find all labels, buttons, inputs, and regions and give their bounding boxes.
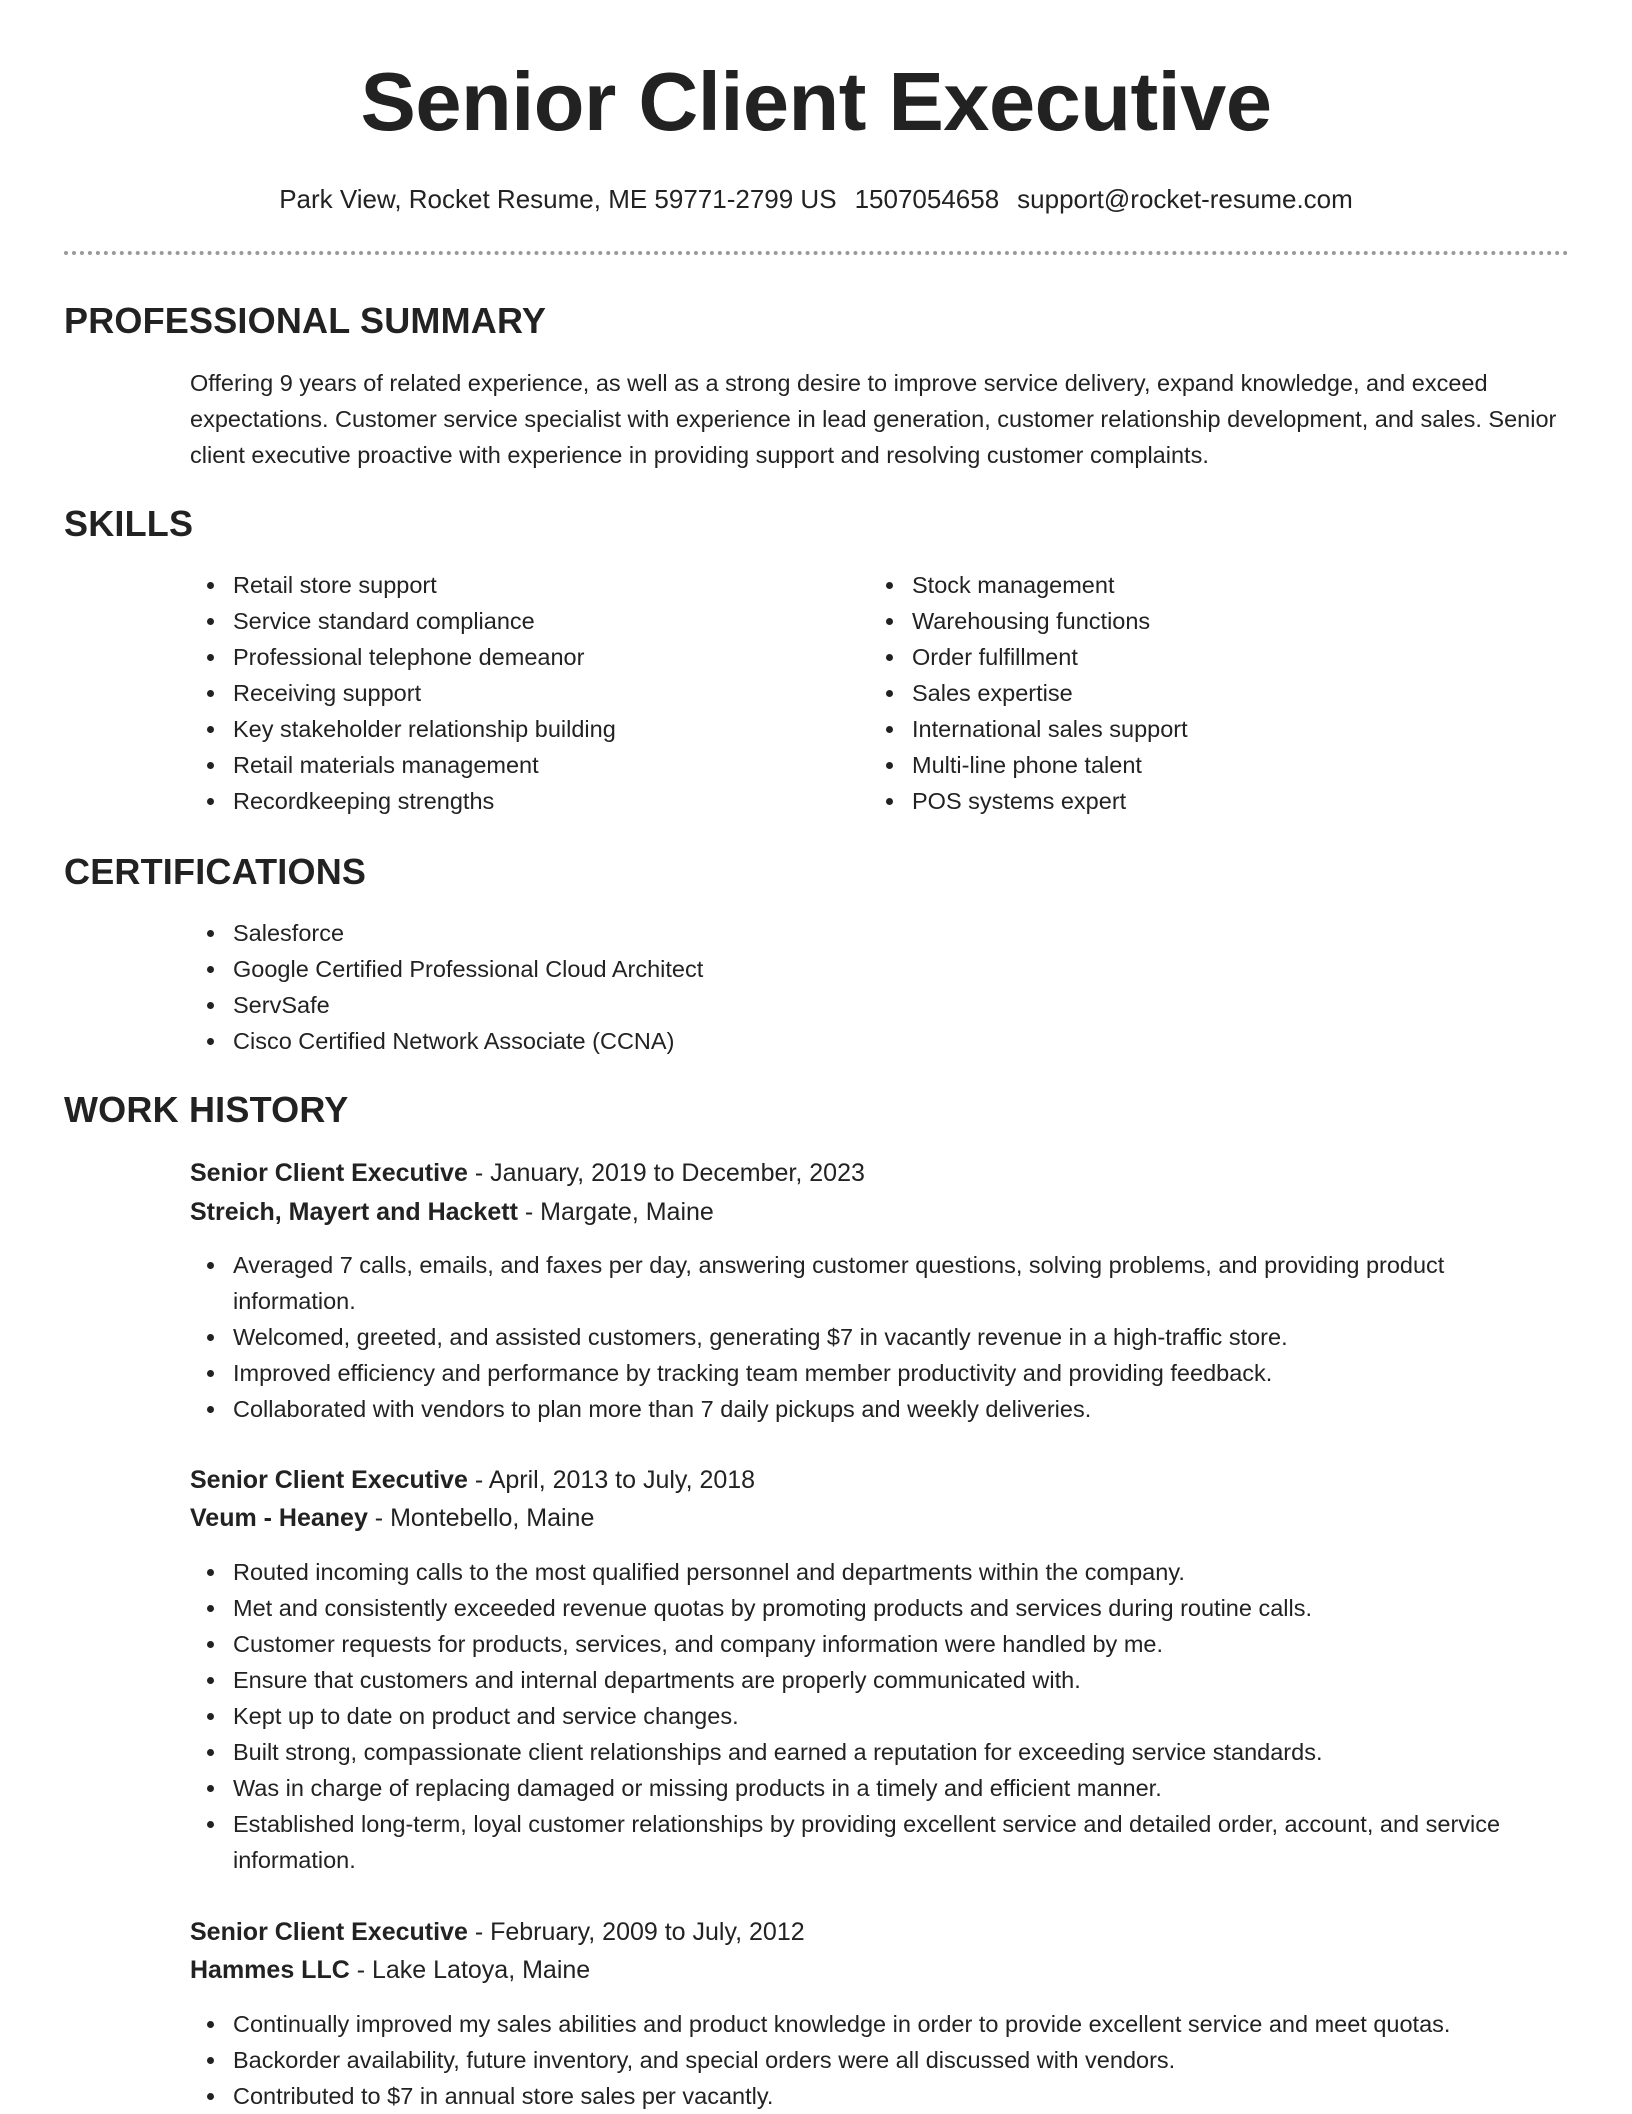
skill-item: POS systems expert [869, 783, 1529, 819]
job-bullet: Built strong, compassionate client relationships and earned a reputation for exceeding service standards. [190, 1734, 1570, 1770]
skill-item: Receiving support [190, 675, 850, 711]
job-dates: - February, 2009 to July, 2012 [467, 1918, 805, 1946]
contact-email: support@rocket-resume.com [1017, 184, 1353, 214]
job-title-line [190, 1913, 805, 1951]
job-bullet: Customer requests for products, services, and company information were handled by me. [190, 1626, 1570, 1662]
job-bullet: Met and consistently exceeded revenue quotas by promoting products and services during routine calls. [190, 1590, 1570, 1626]
skill-item: International sales support [869, 711, 1529, 747]
certification-item: Cisco Certified Network Associate (CCNA) [190, 1023, 1570, 1059]
contact-address: Park View, Rocket Resume, ME 59771-2799 US [279, 184, 837, 214]
section-title-skills: SKILLS [64, 503, 194, 544]
skills-list-right [869, 567, 1529, 819]
job-bullets [190, 2006, 1570, 2114]
job-dates: - April, 2013 to July, 2018 [467, 1466, 756, 1494]
job-title-line [190, 1154, 865, 1192]
job-role: Senior Client Executive [190, 1918, 468, 1946]
job-company-line [190, 1193, 714, 1231]
job-bullets [190, 1554, 1570, 1878]
job-location: - Montebello, Maine [367, 1504, 595, 1532]
job-bullet: Ensure that customers and internal departments are properly communicated with. [190, 1662, 1570, 1698]
skill-item: Warehousing functions [869, 603, 1529, 639]
job-role: Senior Client Executive [190, 1159, 468, 1187]
skill-item: Stock management [869, 567, 1529, 603]
skill-item: Key stakeholder relationship building [190, 711, 850, 747]
summary-text: Offering 9 years of related experience, as well as a strong desire to improve service delivery, expand knowledge, and exceed expectations. Customer service specialist with experience in lead generation, customer relationship development, and sales. Senior client executive proactive with experience in providing support and resolving customer complaints. [190, 370, 1557, 468]
job-bullet: Welcomed, greeted, and assisted customers, generating $7 in vacantly revenue in a high-traffic store. [190, 1319, 1570, 1355]
job-location: - Lake Latoya, Maine [349, 1956, 591, 1984]
skill-item: Sales expertise [869, 675, 1529, 711]
job-bullet: Backorder availability, future inventory, and special orders were all discussed with vendors. [190, 2042, 1570, 2078]
job-bullet: Continually improved my sales abilities and product knowledge in order to provide excellent service and meet quotas. [190, 2006, 1570, 2042]
skill-item: Professional telephone demeanor [190, 639, 850, 675]
job-dates: - January, 2019 to December, 2023 [467, 1159, 865, 1187]
contact-line [0, 180, 1632, 218]
skill-item: Recordkeeping strengths [190, 783, 850, 819]
certification-item: ServSafe [190, 987, 1570, 1023]
job-company: Veum - Heaney [190, 1504, 368, 1532]
skill-item: Multi-line phone talent [869, 747, 1529, 783]
job-bullet: Averaged 7 calls, emails, and faxes per day, answering customer questions, solving problems, and providing product information. [190, 1247, 1570, 1319]
header-divider [64, 251, 1569, 255]
job-role: Senior Client Executive [190, 1466, 468, 1494]
skill-item: Retail store support [190, 567, 850, 603]
job-bullet: Contributed to $7 in annual store sales per vacantly. [190, 2078, 1570, 2114]
job-bullets [190, 1247, 1570, 1427]
job-bullet: Established long-term, loyal customer relationships by providing excellent service and detailed order, account, and service information. [190, 1806, 1570, 1878]
job-title-line [190, 1461, 755, 1499]
skill-item: Order fulfillment [869, 639, 1529, 675]
skills-list-left [190, 567, 850, 819]
skill-item: Service standard compliance [190, 603, 850, 639]
job-location: - Margate, Maine [517, 1198, 714, 1226]
job-bullet: Was in charge of replacing damaged or missing products in a timely and efficient manner. [190, 1770, 1570, 1806]
skill-item: Retail materials management [190, 747, 850, 783]
job-bullet: Kept up to date on product and service changes. [190, 1698, 1570, 1734]
contact-phone: 1507054658 [854, 184, 1000, 214]
resume-name: Senior Client Executive [360, 55, 1272, 148]
job-company: Streich, Mayert and Hackett [190, 1198, 518, 1226]
job-company-line [190, 1499, 594, 1537]
certifications-list [190, 915, 1570, 1059]
job-company: Hammes LLC [190, 1956, 350, 1984]
job-bullet: Collaborated with vendors to plan more than 7 daily pickups and weekly deliveries. [190, 1391, 1570, 1427]
certification-item: Salesforce [190, 915, 1570, 951]
certification-item: Google Certified Professional Cloud Architect [190, 951, 1570, 987]
section-title-summary: PROFESSIONAL SUMMARY [64, 300, 547, 341]
job-company-line [190, 1951, 590, 1989]
section-title-work-history: WORK HISTORY [64, 1089, 349, 1130]
job-bullet: Routed incoming calls to the most qualified personnel and departments within the company. [190, 1554, 1570, 1590]
job-bullet: Improved efficiency and performance by tracking team member productivity and providing feedback. [190, 1355, 1570, 1391]
section-title-certifications: CERTIFICATIONS [64, 851, 367, 892]
